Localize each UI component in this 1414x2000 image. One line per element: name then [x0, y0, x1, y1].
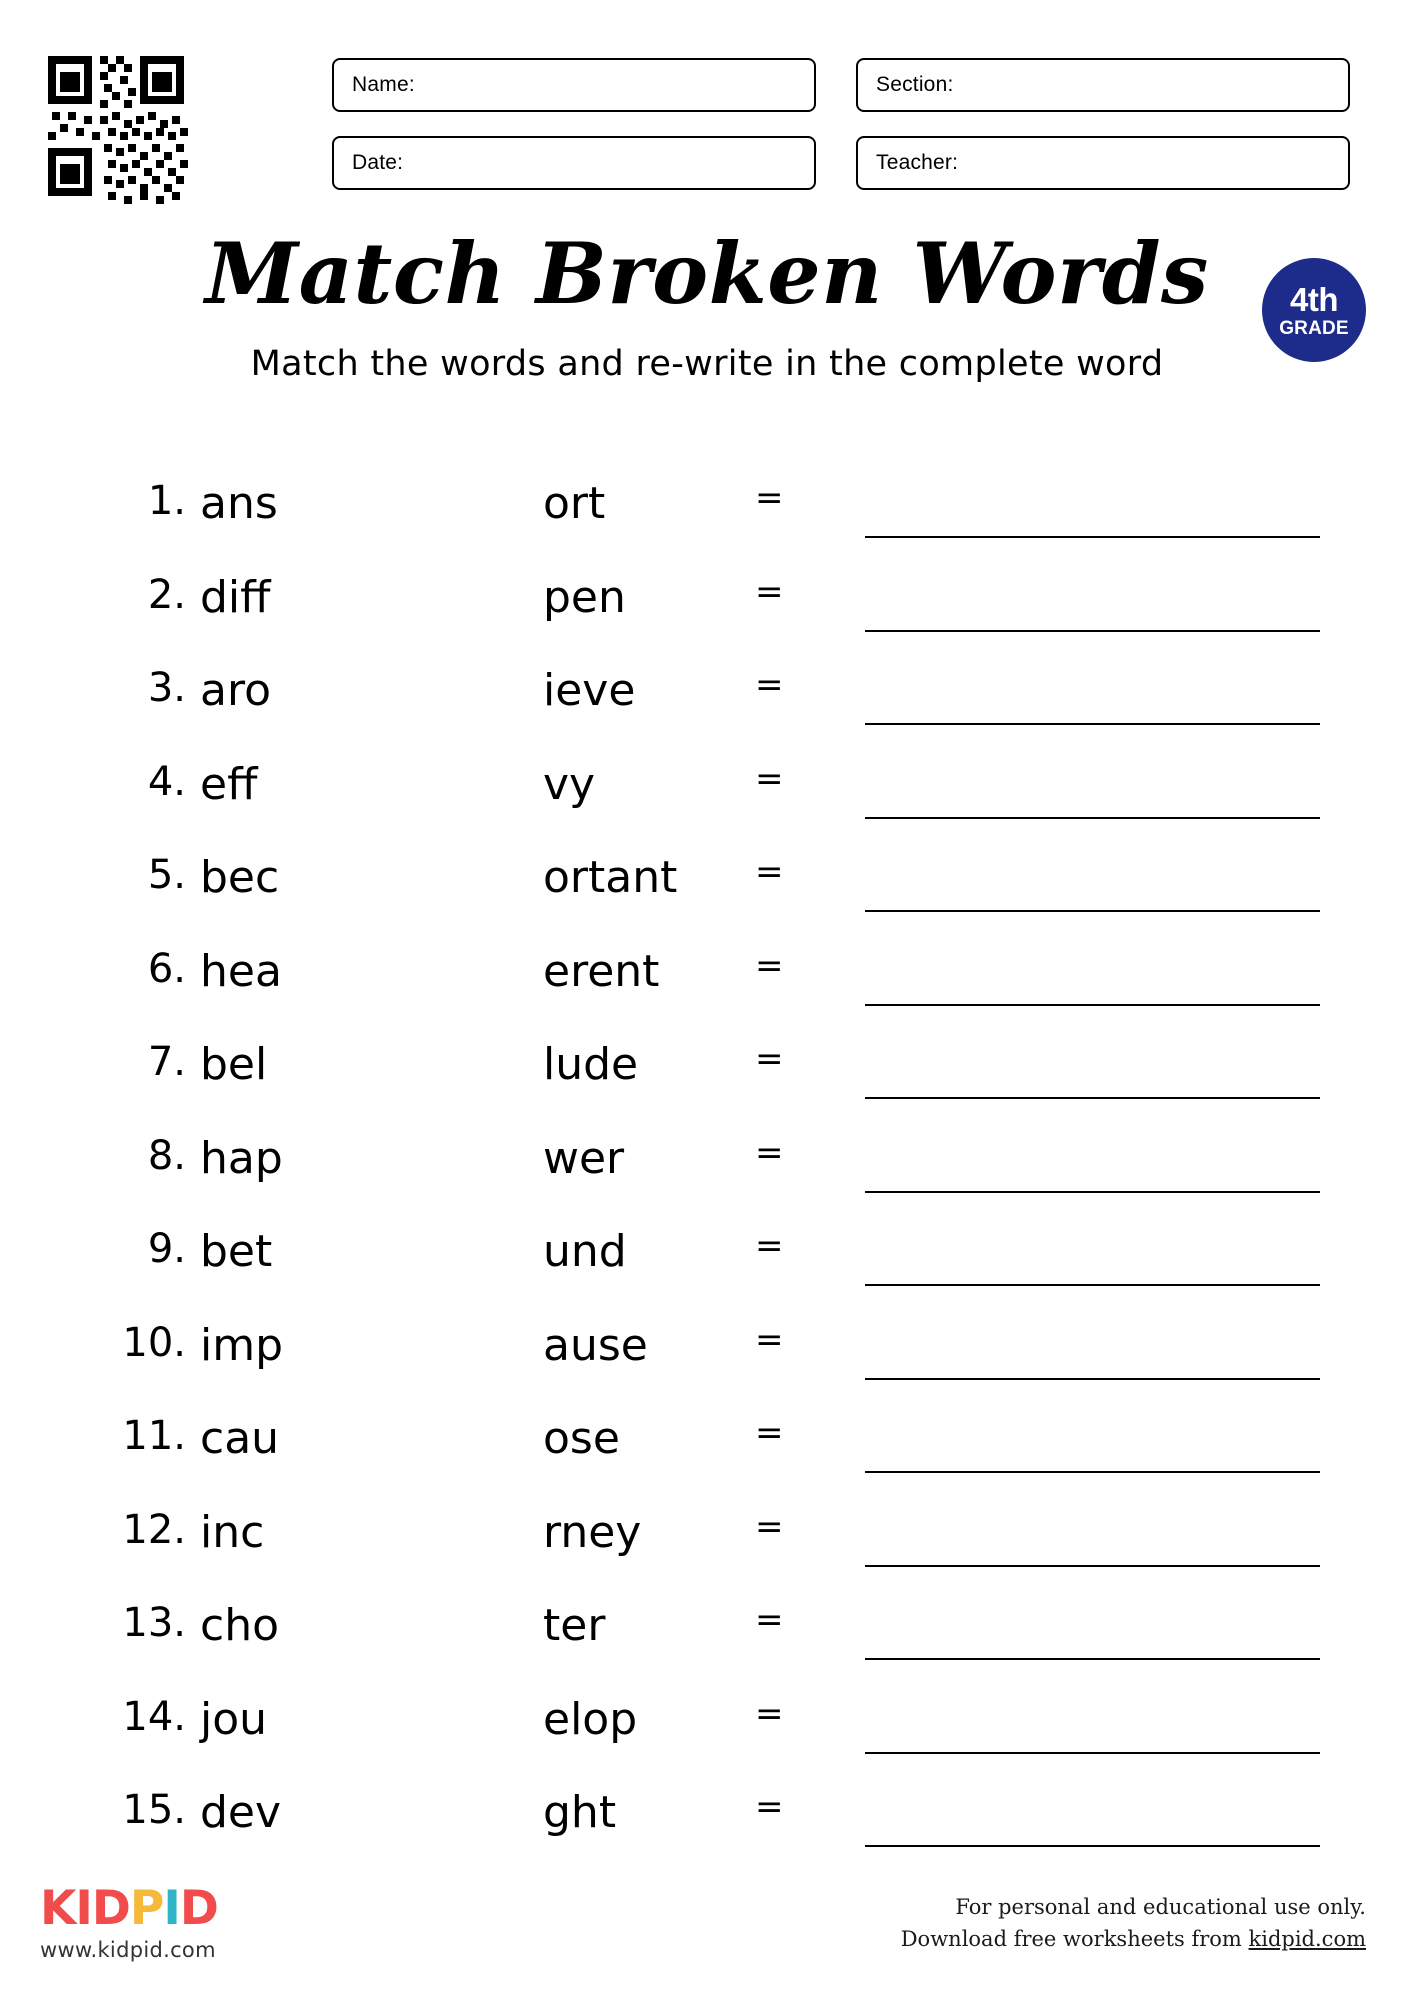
- answer-blank[interactable]: [865, 630, 1320, 632]
- row-number: 11.: [122, 1413, 186, 1459]
- answer-blank[interactable]: [865, 1752, 1320, 1754]
- page-title: Match Broken Words: [205, 224, 1209, 323]
- row-number: 13.: [122, 1600, 186, 1646]
- equals-sign: =: [755, 478, 784, 518]
- word-part-left[interactable]: aro: [200, 665, 272, 716]
- word-part-left[interactable]: bec: [200, 852, 280, 903]
- name-field[interactable]: [332, 58, 816, 112]
- table-row: [0, 1600, 1414, 1694]
- footer-note-link[interactable]: kidpid.com: [1248, 1927, 1366, 1952]
- word-part-right[interactable]: ort: [543, 478, 606, 529]
- word-part-right[interactable]: und: [543, 1226, 627, 1277]
- table-row: [0, 759, 1414, 853]
- table-row: [0, 572, 1414, 666]
- row-number: 2.: [147, 571, 186, 618]
- word-part-right[interactable]: wer: [543, 1132, 625, 1184]
- table-row: [0, 1413, 1414, 1507]
- word-part-left[interactable]: cho: [200, 1600, 279, 1651]
- title-block: [0, 224, 1414, 384]
- equals-sign: =: [755, 945, 784, 986]
- answer-blank[interactable]: [865, 1284, 1320, 1286]
- answer-blank[interactable]: [865, 1565, 1320, 1567]
- answer-blank[interactable]: [865, 1004, 1320, 1006]
- word-part-right[interactable]: ose: [543, 1413, 620, 1464]
- logo-wordmark: [40, 1881, 340, 1936]
- row-number: 3.: [147, 665, 186, 711]
- row-number: 9.: [147, 1226, 186, 1272]
- word-part-left[interactable]: diff: [200, 571, 271, 623]
- equals-sign: =: [755, 1132, 784, 1173]
- table-row: [0, 1226, 1414, 1320]
- equals-sign: =: [755, 571, 784, 612]
- word-part-right[interactable]: vy: [543, 758, 596, 810]
- answer-blank[interactable]: [865, 1191, 1320, 1193]
- equals-sign: =: [755, 758, 784, 799]
- teacher-field[interactable]: [856, 136, 1350, 190]
- row-number: 10.: [122, 1319, 186, 1366]
- word-part-left[interactable]: eff: [200, 758, 258, 810]
- word-part-right[interactable]: ortant: [543, 852, 678, 903]
- section-field-label: Section:: [876, 73, 954, 96]
- word-part-right[interactable]: lude: [543, 1039, 639, 1090]
- answer-blank[interactable]: [865, 1378, 1320, 1380]
- equals-sign: =: [755, 1226, 784, 1266]
- table-row: [0, 1133, 1414, 1227]
- logo-d-text: D: [179, 1881, 218, 1936]
- table-row: [0, 1694, 1414, 1788]
- worksheet-header: [44, 48, 1370, 208]
- table-row: [0, 478, 1414, 572]
- footer-note-line2: [901, 1923, 1366, 1956]
- page-subtitle: Match the words and re-write in the complete word: [250, 344, 1164, 384]
- word-part-right[interactable]: pen: [543, 571, 626, 623]
- answer-blank[interactable]: [865, 1845, 1320, 1847]
- row-number: 4.: [147, 758, 186, 805]
- word-part-left[interactable]: bel: [200, 1039, 268, 1090]
- answer-blank[interactable]: [865, 910, 1320, 912]
- grade-badge-number: 4th: [1290, 280, 1338, 318]
- word-part-left[interactable]: imp: [200, 1319, 284, 1371]
- equals-sign: =: [755, 852, 784, 892]
- exercise-list: [0, 478, 1414, 1881]
- section-field[interactable]: [856, 58, 1350, 112]
- equals-sign: =: [755, 1039, 784, 1079]
- equals-sign: =: [755, 665, 784, 705]
- word-part-right[interactable]: ter: [543, 1600, 606, 1651]
- answer-blank[interactable]: [865, 1658, 1320, 1660]
- date-field-label: Date:: [352, 151, 404, 174]
- equals-sign: =: [755, 1319, 784, 1360]
- footer-note-prefix: Download free worksheets from: [900, 1927, 1249, 1952]
- word-part-right[interactable]: ght: [543, 1787, 617, 1838]
- row-number: 15.: [122, 1787, 186, 1833]
- logo-website-url[interactable]: www.kidpid.com: [40, 1938, 216, 1962]
- name-field-label: Name:: [352, 73, 415, 96]
- word-part-left[interactable]: dev: [200, 1787, 282, 1838]
- row-number: 5.: [147, 852, 186, 898]
- equals-sign: =: [755, 1600, 784, 1640]
- word-part-right[interactable]: ieve: [543, 665, 636, 716]
- answer-blank[interactable]: [865, 1471, 1320, 1473]
- word-part-left[interactable]: cau: [200, 1413, 280, 1464]
- grade-badge: [1262, 258, 1366, 362]
- word-part-left[interactable]: hap: [200, 1132, 283, 1184]
- equals-sign: =: [755, 1693, 784, 1734]
- kidpid-logo[interactable]: [40, 1881, 340, 1962]
- table-row: [0, 852, 1414, 946]
- row-number: 1.: [147, 478, 186, 524]
- logo-i-text: I: [163, 1881, 180, 1936]
- equals-sign: =: [755, 1506, 784, 1547]
- footer-note: [901, 1891, 1366, 1956]
- logo-p-text: P: [129, 1881, 164, 1936]
- footer-note-line1: For personal and educational use only.: [955, 1894, 1366, 1919]
- table-row: [0, 946, 1414, 1040]
- word-part-right[interactable]: ause: [543, 1319, 648, 1371]
- answer-blank[interactable]: [865, 723, 1320, 725]
- table-row: [0, 1039, 1414, 1133]
- logo-kid-text: KID: [40, 1881, 130, 1936]
- equals-sign: =: [755, 1787, 784, 1827]
- row-number: 7.: [147, 1039, 186, 1085]
- answer-blank[interactable]: [865, 536, 1320, 538]
- table-row: [0, 1507, 1414, 1601]
- word-part-right[interactable]: erent: [543, 945, 660, 997]
- row-number: 14.: [122, 1693, 186, 1740]
- word-part-left[interactable]: hea: [200, 945, 282, 997]
- equals-sign: =: [755, 1413, 784, 1453]
- grade-badge-label: GRADE: [1279, 317, 1349, 339]
- word-part-left[interactable]: ans: [200, 478, 278, 529]
- word-part-right[interactable]: elop: [543, 1693, 638, 1745]
- answer-blank[interactable]: [865, 1097, 1320, 1099]
- row-number: 6.: [147, 945, 186, 992]
- word-part-right[interactable]: rney: [543, 1506, 642, 1558]
- answer-blank[interactable]: [865, 817, 1320, 819]
- word-part-left[interactable]: bet: [200, 1226, 273, 1277]
- teacher-field-label: Teacher:: [876, 151, 959, 174]
- table-row: [0, 1320, 1414, 1414]
- date-field[interactable]: [332, 136, 816, 190]
- table-row: [0, 1787, 1414, 1881]
- table-row: [0, 665, 1414, 759]
- word-part-left[interactable]: jou: [200, 1693, 268, 1745]
- word-part-left[interactable]: inc: [200, 1506, 265, 1558]
- qr-code-icon: [44, 52, 232, 212]
- row-number: 8.: [147, 1132, 186, 1179]
- row-number: 12.: [122, 1506, 186, 1553]
